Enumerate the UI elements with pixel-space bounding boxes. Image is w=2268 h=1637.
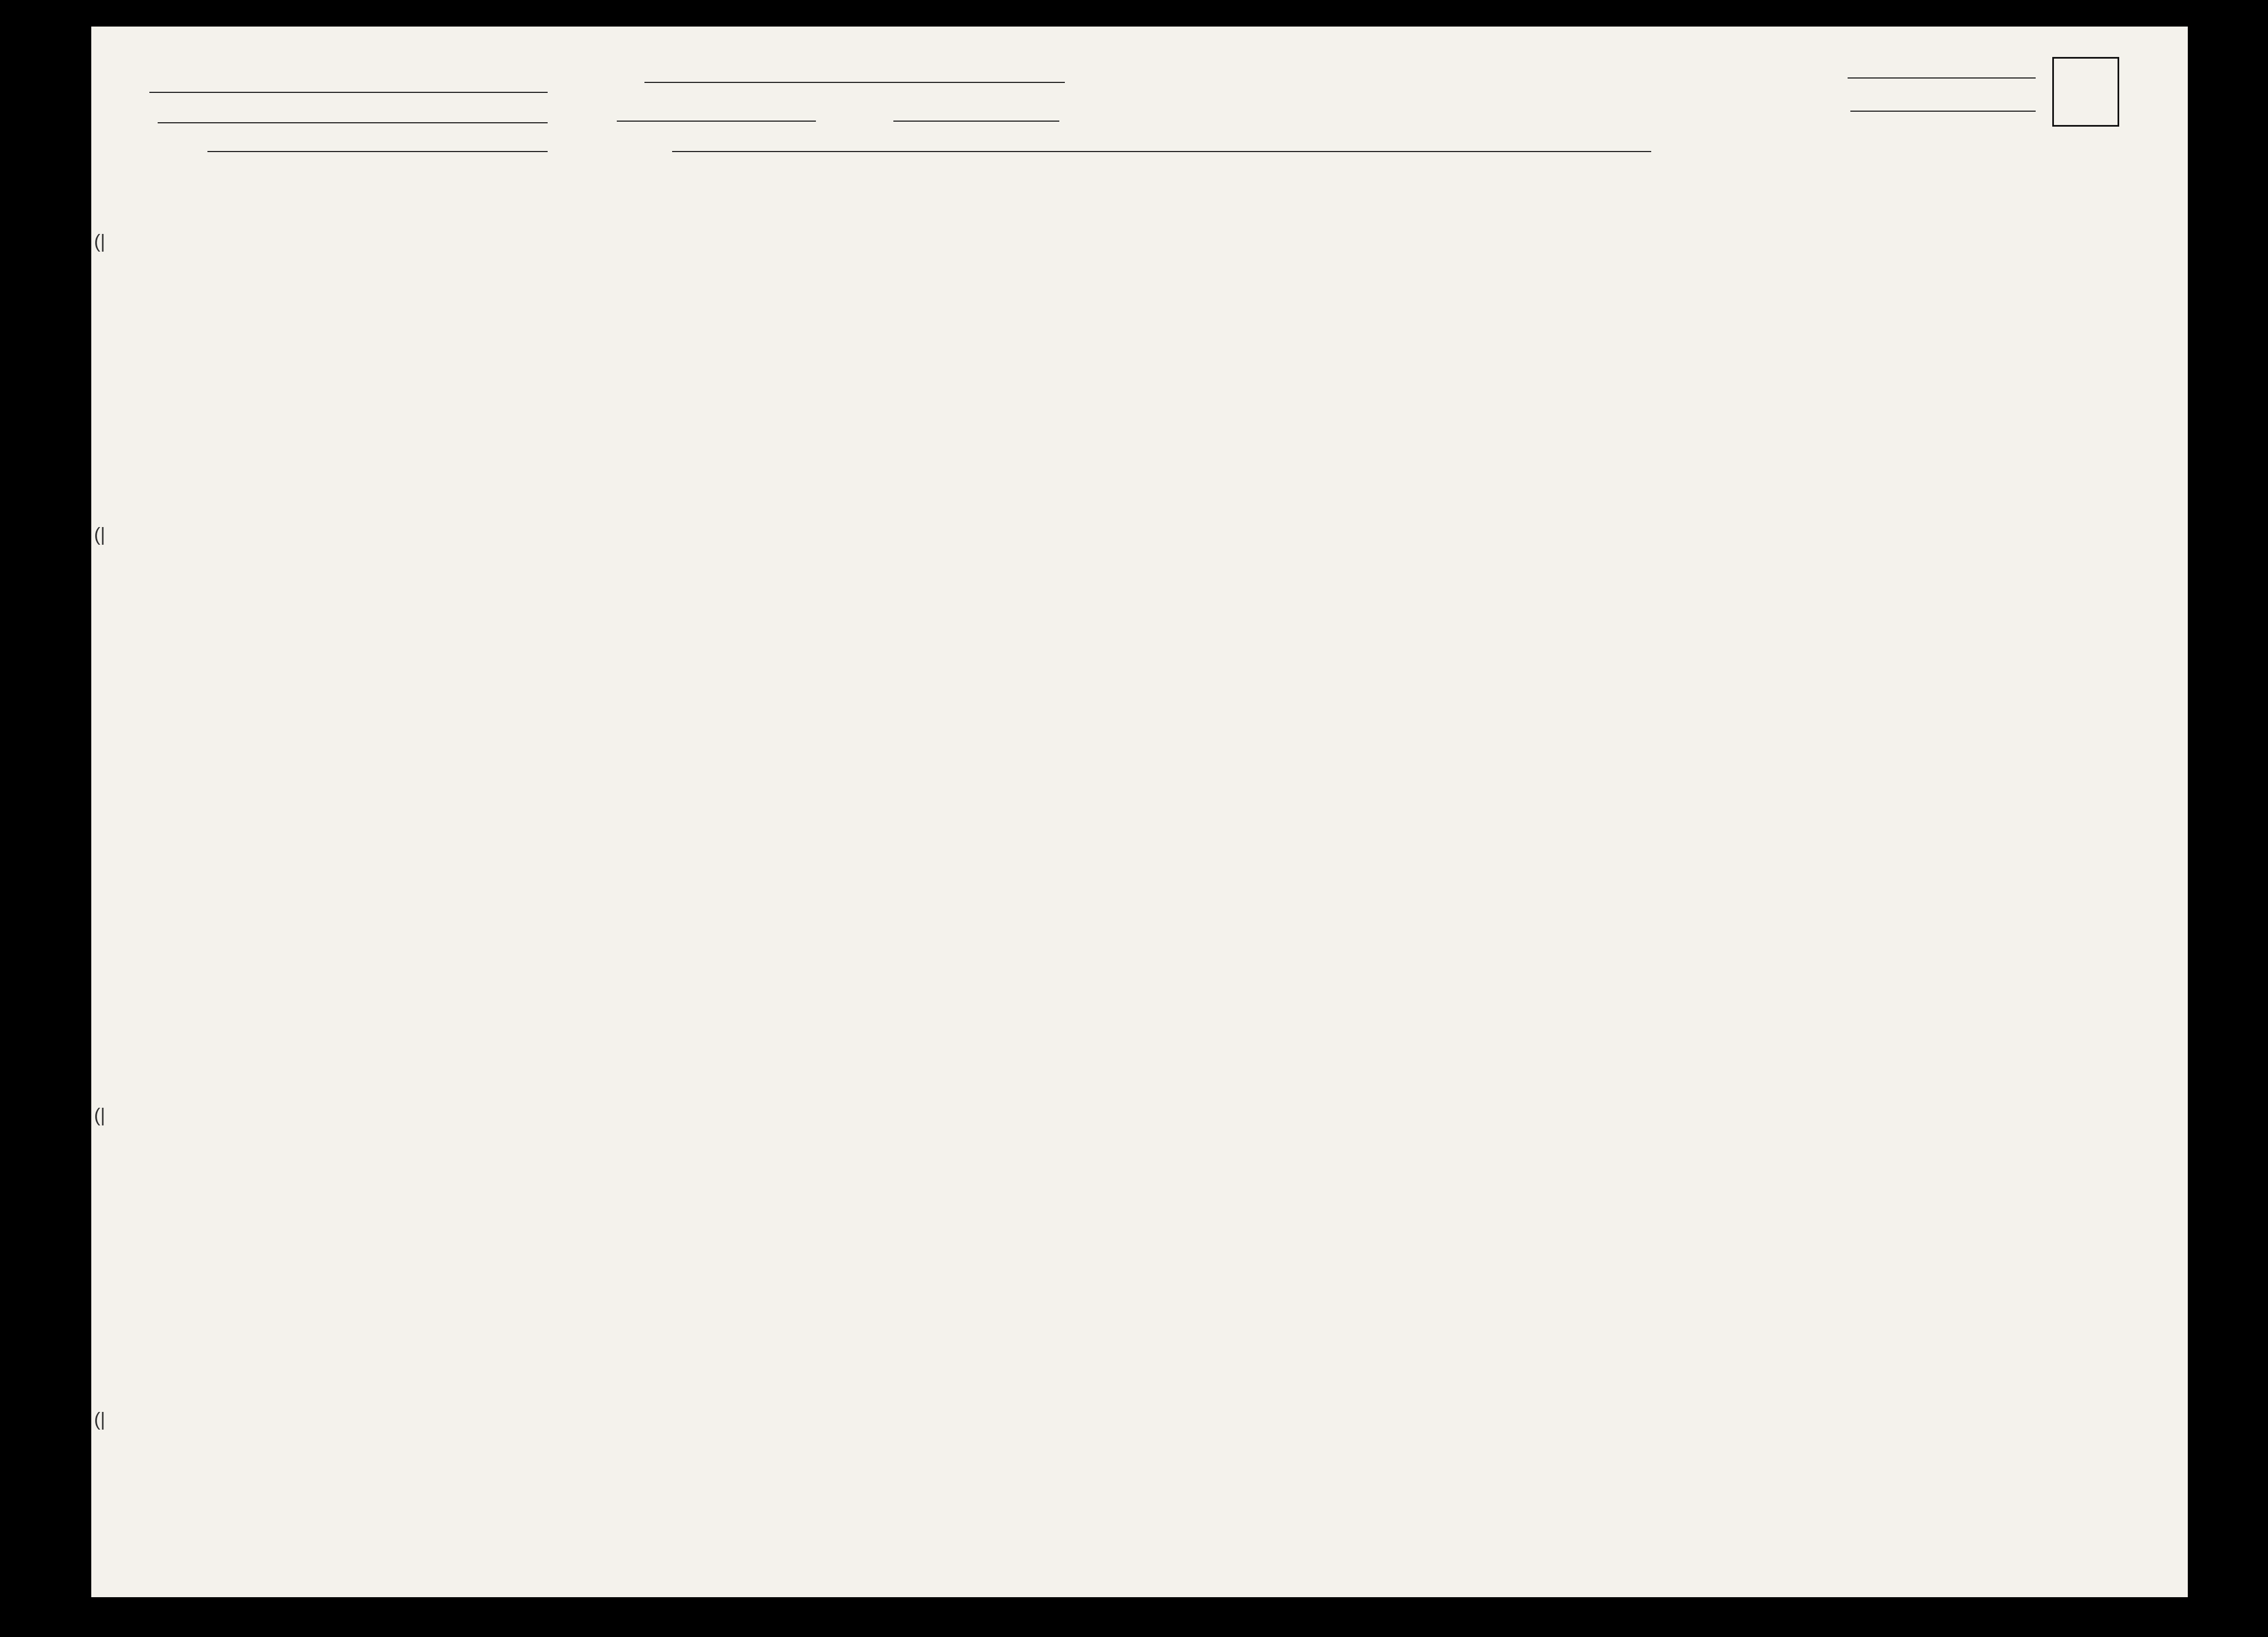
punch-hole-mark: (| <box>94 524 106 545</box>
punch-hole-mark: (| <box>94 1105 106 1126</box>
punch-hole-mark: (| <box>94 1409 106 1430</box>
punch-hole-mark: (| <box>94 231 106 252</box>
census-sheet <box>91 27 2188 1597</box>
schedule-grid <box>91 27 2188 1597</box>
